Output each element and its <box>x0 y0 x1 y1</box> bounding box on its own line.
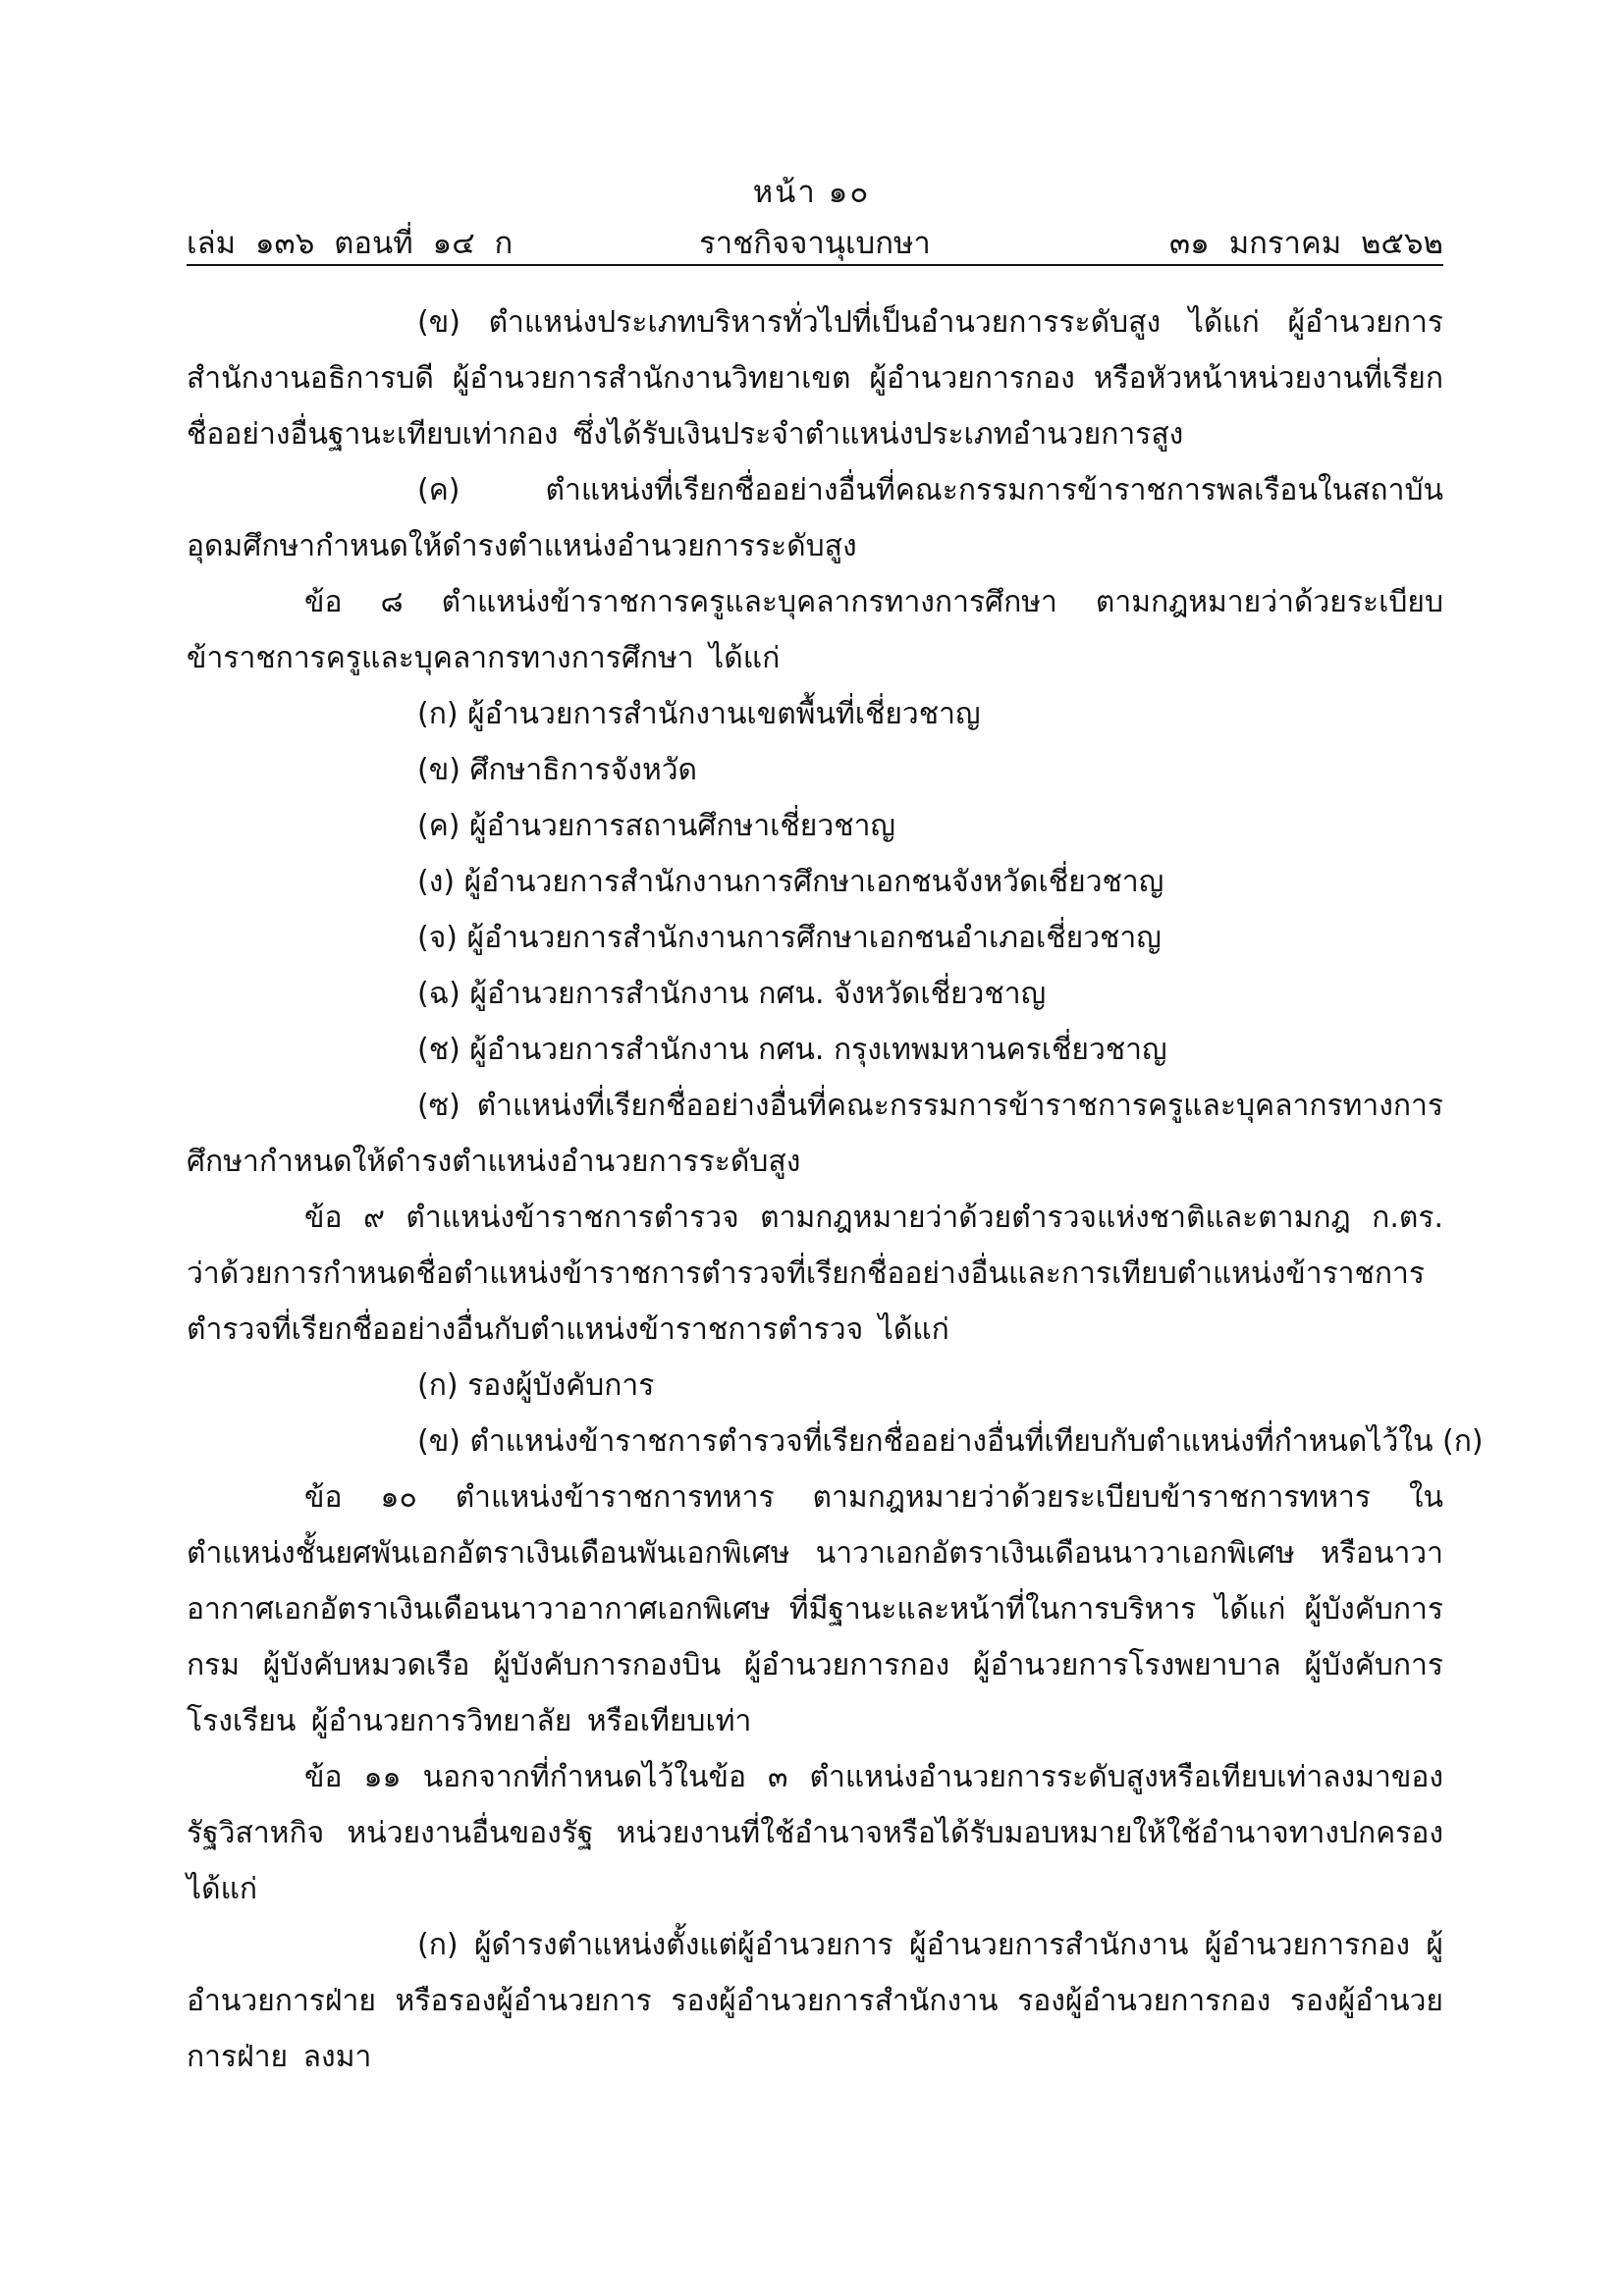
article-8-item: (ค) ผู้อำนวยการสถานศึกษาเชี่ยวชาญ <box>417 809 895 843</box>
publication-name: ราชกิจจานุเบกษา <box>699 226 931 261</box>
volume-info: เล่ม ๑๓๖ ตอนที่ ๑๔ ก <box>187 226 514 261</box>
article-8-item: (ช) ผู้อำนวยการสำนักงาน กศน. กรุงเทพมหานครเชี่ยวชาญ <box>417 1033 1167 1067</box>
clause-kho-other-positions: (ค) ตำแหน่งที่เรียกชื่ออย่างอื่นที่คณะกรรมการข้าราชการพลเรือนในสถาบันอุดมศึกษากำหนดให้ดำรงตำแหน่งอำนวยการระดับสูง <box>187 473 1443 563</box>
clause-kho-executive: (ข) ตำแหน่งประเภทบริหารทั่วไปที่เป็นอำนวยการระดับสูง ได้แก่ ผู้อำนวยการสำนักงานอธิการบดี ผู้อำนวยการสำนักงานวิทยาเขต ผู้อำนวยการกอง หรือหัวหน้าหน่วยงานที่เรียกชื่ออย่างอื่นฐานะเทียบเท่ากอง ซึ่งได้รับเงินประจำตำแหน่งประเภทอำนวยการสูง <box>187 305 1443 452</box>
document-body <box>187 294 1484 2085</box>
article-11: ข้อ ๑๑ นอกจากที่กำหนดไว้ในข้อ ๓ ตำแหน่งอำนวยการระดับสูงหรือเทียบเท่าลงมาของรัฐวิสาหกิจ หน่วยงานอื่นของรัฐ หน่วยงานที่ใช้อำนาจหรือได้รับมอบหมายให้ใช้อำนาจทางปกครอง ได้แก่ <box>187 1760 1443 1906</box>
publication-date: ๓๑ มกราคม ๒๕๖๒ <box>1168 226 1443 261</box>
page-number: หน้า ๑๐ <box>752 175 871 210</box>
article-10: ข้อ ๑๐ ตำแหน่งข้าราชการทหาร ตามกฎหมายว่าด้วยระเบียบข้าราชการทหาร ในตำแหน่งชั้นยศพันเอกอัตราเงินเดือนพันเอกพิเศษ นาวาเอกอัตราเงินเดือนนาวาเอกพิเศษ หรือนาวาอากาศเอกอัตราเงินเดือนนาวาอากาศเอกพิเศษ ที่มีฐานะและหน้าที่ในการบริหาร ได้แก่ ผู้บังคับการกรม ผู้บังคับหมวดเรือ ผู้บังคับการกองบิน ผู้อำนวยการกอง ผู้อำนวยการโรงพยาบาล ผู้บังคับการโรงเรียน ผู้อำนวยการวิทยาลัย หรือเทียบเท่า <box>187 1480 1443 1738</box>
article-8-item: (ข) ศึกษาธิการจังหวัด <box>417 753 698 787</box>
article-9-item: (ก) รองผู้บังคับการ <box>417 1368 655 1403</box>
article-9-item: (ข) ตำแหน่งข้าราชการตำรวจที่เรียกชื่ออย่างอื่นที่เทียบกับตำแหน่งที่กำหนดไว้ใน (ก) <box>417 1424 1484 1459</box>
article-8: ข้อ ๘ ตำแหน่งข้าราชการครูและบุคลากรทางการศึกษา ตามกฎหมายว่าด้วยระเบียบข้าราชการครูและบุคลากรทางการศึกษา ได้แก่ <box>187 585 1443 675</box>
article-8-item: (จ) ผู้อำนวยการสำนักงานการศึกษาเอกชนอำเภอเชี่ยวชาญ <box>417 921 1162 955</box>
article-8-item: (ง) ผู้อำนวยการสำนักงานการศึกษาเอกชนจังหวัดเชี่ยวชาญ <box>417 865 1164 899</box>
article-9: ข้อ ๙ ตำแหน่งข้าราชการตำรวจ ตามกฎหมายว่าด้วยตำรวจแห่งชาติและตามกฎ ก.ตร. ว่าด้วยการกำหนดชื่อตำแหน่งข้าราชการตำรวจที่เรียกชื่ออย่างอื่นและการเทียบตำแหน่งข้าราชการตำรวจที่เรียกชื่ออย่างอื่นกับตำแหน่งข้าราชการตำรวจ ได้แก่ <box>187 1201 1443 1347</box>
article-8-item-last: (ซ) ตำแหน่งที่เรียกชื่ออย่างอื่นที่คณะกรรมการข้าราชการครูและบุคลากรทางการศึกษากำหนดให้ดำรงตำแหน่งอำนวยการระดับสูง <box>187 1089 1443 1179</box>
header-divider <box>187 264 1443 266</box>
article-8-item: (ฉ) ผู้อำนวยการสำนักงาน กศน. จังหวัดเชี่ยวชาญ <box>417 977 1047 1011</box>
article-8-item: (ก) ผู้อำนวยการสำนักงานเขตพื้นที่เชี่ยวชาญ <box>417 697 981 731</box>
gazette-header <box>187 218 1443 263</box>
article-11-item: (ก) ผู้ดำรงตำแหน่งตั้งแต่ผู้อำนวยการ ผู้อำนวยการสำนักงาน ผู้อำนวยการกอง ผู้อำนวยการฝ่าย หรือรองผู้อำนวยการ รองผู้อำนวยการสำนักงาน รองผู้อำนวยการกอง รองผู้อำนวยการฝ่าย ลงมา <box>187 1928 1443 2074</box>
